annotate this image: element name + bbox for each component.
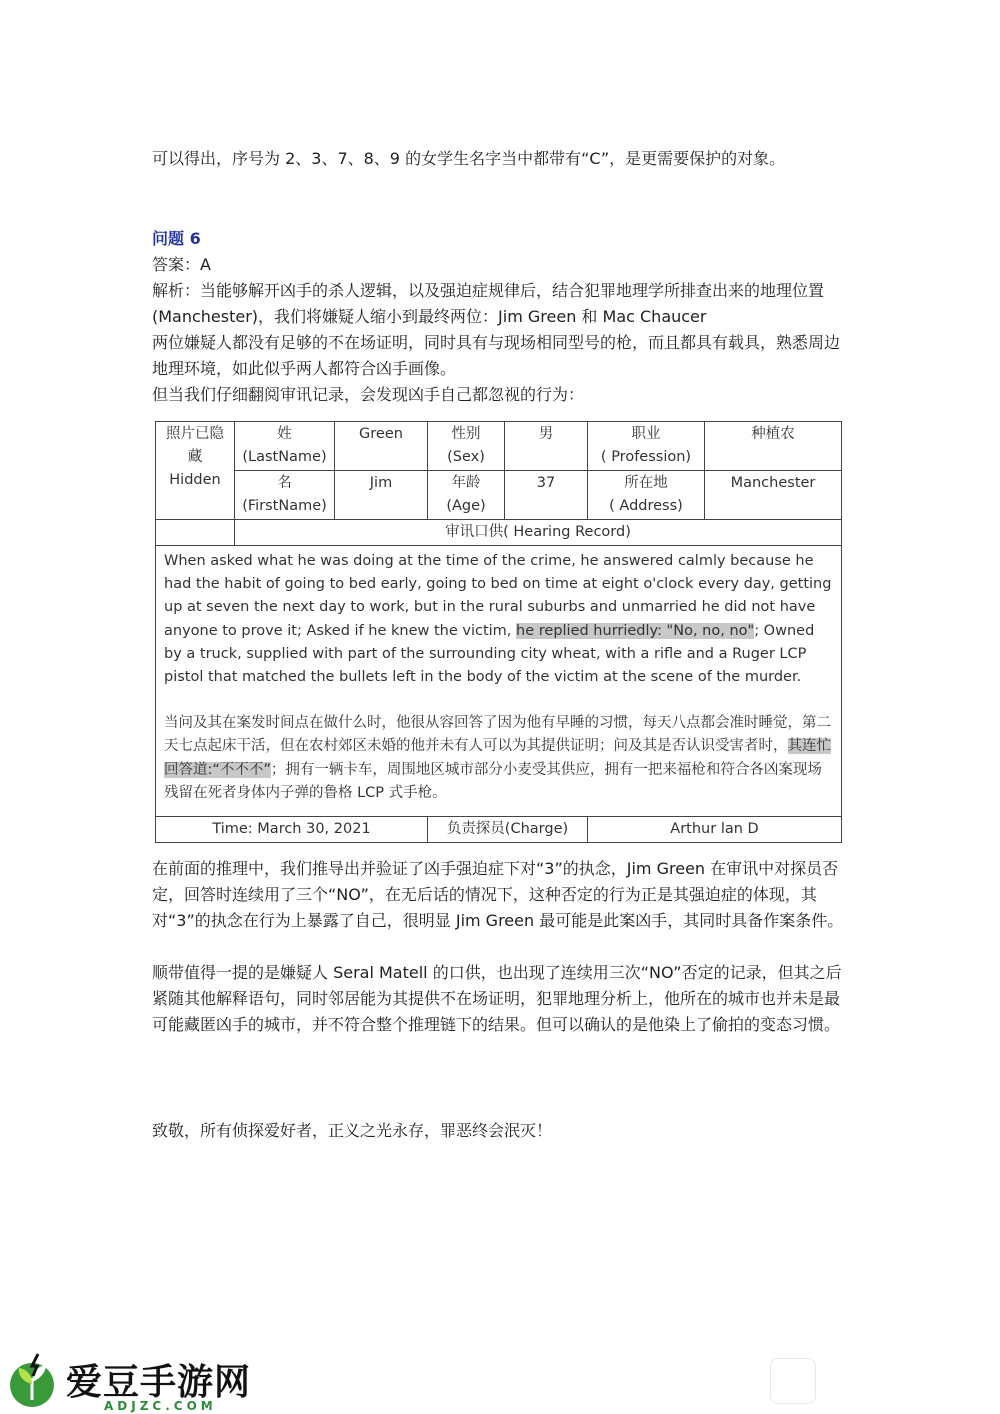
suspects-paragraph: 两位嫌疑人都没有足够的不在场证明，同时具有与现场相同型号的枪，而且都具有载具，熟悉周边地理环境，如此似乎两人都符合凶手画像。 bbox=[152, 333, 841, 378]
charge-value: Arthur lan D bbox=[588, 817, 842, 843]
answer-line: 答案：A bbox=[152, 255, 211, 274]
address-label: 所在地 ( Address) bbox=[588, 471, 705, 520]
conclusion-paragraph-1: 在前面的推理中，我们推导出并验证了凶手强迫症下对“3”的执念，Jim Green 在审讯中对探员否定，回答时连续用了三个“NO”，在无后话的情况下，这种否定的行为正是其强迫症的体现，其对“3”的执念在行为上暴露了自己，很明显 Jim Green 最可能是此案凶手，其同时具备作案条件。 bbox=[152, 859, 844, 930]
hearing-chinese: 当问及其在案发时间点在做什么时，他很从容回答了因为他有早睡的习惯，每天八点都会准时睡觉，第二天七点起床干活，但在农村郊区未婚的他并未有人可以为其提供证明；问及其是否认识受害者时，其连忙回答道:“不不不”；拥有一辆卡车，周围地区城市部分小麦受其供应，拥有一把来福枪和符合各凶案现场残留在死者身体内子弹的鲁格 LCP 式手枪。 bbox=[164, 715, 831, 801]
age-value: 37 bbox=[505, 471, 588, 520]
hearing-record-title: 审讯口供( Hearing Record) bbox=[235, 520, 842, 546]
conclusion-paragraph-2: 顺带值得一提的是嫌疑人 Seral Matell 的口供，也出现了连续用三次“NO”否定的记录，但其之后紧随其他解释语句，同时邻居能为其提供不在场证明，犯罪地理分析上，他所在的城市也并未是最可能藏匿凶手的城市，并不符合整个推理链下的结果。但可以确认的是他染上了偷拍的变态习惯。 bbox=[152, 963, 842, 1034]
hearing-record-body bbox=[156, 546, 842, 817]
logo-url: ADJZC.COM bbox=[104, 1399, 217, 1413]
sex-value: 男 bbox=[505, 422, 588, 471]
analysis-paragraph: 解析：当能够解开凶手的杀人逻辑，以及强迫症规律后，结合犯罪地理学所排查出来的地理位置(Manchester)，我们将嫌疑人缩小到最终两位：Jim Green 和 Mac Chaucer bbox=[152, 281, 825, 326]
photo-cell-continued bbox=[156, 520, 235, 546]
record-time: Time: March 30, 2021 bbox=[156, 817, 428, 843]
sex-label: 性别 (Sex) bbox=[428, 422, 505, 471]
age-label: 年龄 (Age) bbox=[428, 471, 505, 520]
address-value: Manchester bbox=[705, 471, 842, 520]
logo-title: 爱豆手游网 bbox=[66, 1362, 252, 1403]
intro-line: 可以得出，序号为 2、3、7、8、9 的女学生名字当中都带有“C”，是更需要保护的对象。 bbox=[152, 149, 786, 168]
photo-hidden-cell: 照片已隐 藏 Hidden bbox=[156, 422, 235, 520]
hearing-english: When asked what he was doing at the time of the crime, he answered calmly because he had the habit of going to bed early, going to bed on time at eight o'clock every day, getting up at seven the next day to work, but in the rural suburbs and unmarried he did not have anyone to prove it; Asked if he knew the victim, he replied hurriedly: "No, no, no"; Owned by a truck, supplied with part of the surrounding city wheat, with a rifle and a Ruger LCP pistol that matched the bullets left in the body of the victim at the scene of the murder. bbox=[164, 553, 832, 686]
highlight-chinese: 其连忙回答道:“不不不” bbox=[164, 738, 831, 778]
highlight-english: he replied hurriedly: "No, no, no" bbox=[516, 622, 755, 639]
watermark-seal bbox=[770, 1358, 816, 1404]
question-title: 问题 6 bbox=[152, 229, 201, 248]
profession-value: 种植农 bbox=[705, 422, 842, 471]
firstname-value: Jim bbox=[335, 471, 428, 520]
hearing-record-table bbox=[155, 421, 842, 843]
charge-label: 负责探员(Charge) bbox=[428, 817, 588, 843]
lastname-value: Green bbox=[335, 422, 428, 471]
firstname-label: 名 (FirstName) bbox=[235, 471, 335, 520]
profession-label: 职业 ( Profession) bbox=[588, 422, 705, 471]
lastname-label: 姓 (LastName) bbox=[235, 422, 335, 471]
closing-line: 致敬，所有侦探爱好者，正义之光永存，罪恶终会泯灭！ bbox=[152, 1121, 553, 1140]
record-intro: 但当我们仔细翻阅审讯记录，会发现凶手自己都忽视的行为： bbox=[152, 385, 585, 404]
sprout-icon bbox=[8, 1352, 60, 1410]
site-logo[interactable] bbox=[8, 1352, 252, 1414]
